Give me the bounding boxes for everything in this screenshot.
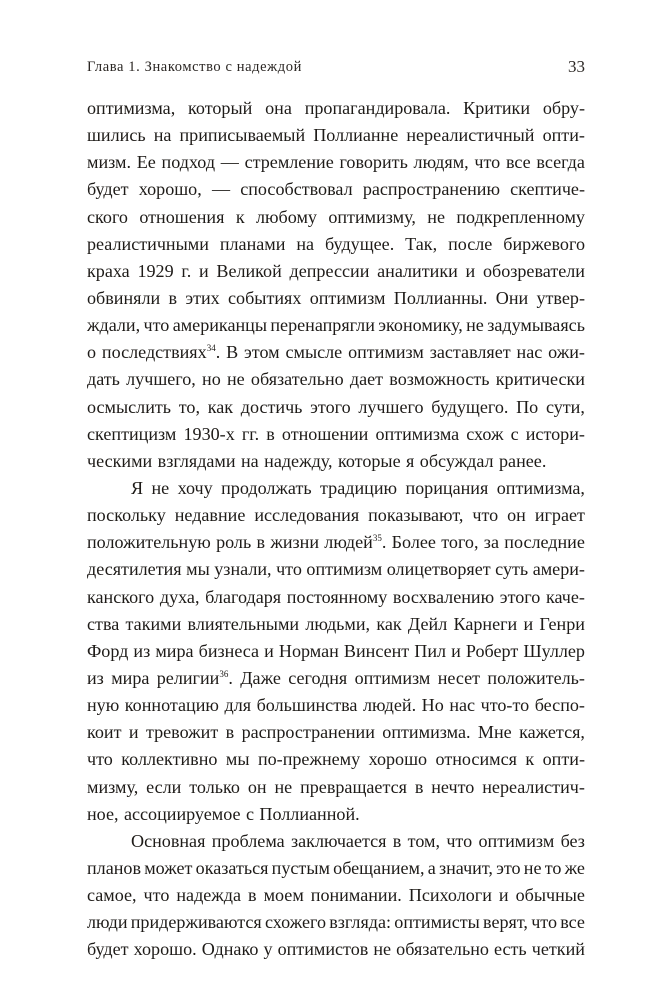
text-line: ждали, что американцы перенапрягли экономику, не задумываясь bbox=[87, 315, 585, 336]
text-line: ского отношения к любому оптимизму, не подкрепленному bbox=[87, 206, 585, 227]
footnote-ref: 34 bbox=[206, 343, 216, 354]
text-line: ную коннотацию для большинства людей. Но нас что-то беспо- bbox=[87, 695, 585, 716]
running-title: Глава 1. Знакомство с надеждой bbox=[87, 59, 302, 75]
body-text bbox=[87, 95, 585, 964]
text-line: шились на приписываемый Поллианне нереалистичный опти- bbox=[87, 125, 585, 146]
text-line: обвиняли в этих событиях оптимизм Поллианны. Они утвер- bbox=[87, 287, 585, 308]
text-line: Форд из мира бизнеса и Норман Винсент Пил и Роберт Шуллер bbox=[87, 640, 585, 661]
text-line: положительную роль в жизни людей$^{35}$. Более того, за последние bbox=[87, 532, 585, 553]
text-line: дать лучшего, но не обязательно дает возможность критически bbox=[87, 369, 585, 390]
text-line: краха 1929 г. и Великой депрессии аналитики и обозреватели bbox=[87, 260, 585, 281]
page-number: 33 bbox=[568, 57, 585, 76]
text-line: поскольку недавние исследования показывают, что он играет bbox=[87, 505, 585, 526]
text-line: канского духа, благодаря постоянному восхвалению этого каче- bbox=[87, 586, 585, 607]
text-line: коит и тревожит в распространении оптимизма. Мне кажется, bbox=[87, 722, 585, 743]
text-line: осмыслить то, как достичь этого лучшего будущего. По сути, bbox=[87, 396, 585, 417]
text-line: самое, что надежда в моем понимании. Психологи и обычные bbox=[87, 885, 585, 906]
text-line: реалистичными планами на будущее. Так, после биржевого bbox=[87, 233, 585, 254]
text-line: планов может оказаться пустым обещанием, а значит, это не то же bbox=[87, 857, 585, 878]
text-line: Основная проблема заключается в том, что оптимизм без bbox=[131, 830, 585, 851]
text-line: оптимизма, который она пропагандировала. Критики обру- bbox=[87, 98, 585, 118]
footnote-ref: 35 bbox=[372, 533, 382, 544]
text-line: Я не хочу продолжать традицию порицания оптимизма, bbox=[131, 477, 585, 498]
text-line: о последствиях$^{34}$. В этом смысле оптимизм заставляет нас ожи- bbox=[87, 342, 585, 363]
text-line: мизм. Ее подход — стремление говорить людям, что все всегда bbox=[87, 152, 585, 173]
text-line: ства такими влиятельными людьми, как Дейл Карнеги и Генри bbox=[87, 613, 585, 634]
text-line: ное, ассоциируемое с Поллианной. bbox=[87, 803, 360, 824]
text-line: десятилетия мы узнали, что оптимизм олицетворяет суть амери- bbox=[87, 559, 585, 580]
text-line: ческими взглядами на надежду, которые я обсуждал ранее. bbox=[87, 450, 547, 471]
text-line: люди придерживаются схожего взгляда: оптимисты верят, что все bbox=[87, 912, 585, 933]
text-line: скептицизм 1930-х гг. в отношении оптимизма схож с истори- bbox=[87, 423, 585, 444]
text-line: будет хорошо, — способствовал распространению скептиче- bbox=[87, 179, 585, 200]
text-line: из мира религии$^{36}$. Даже сегодня оптимизм несет положитель- bbox=[87, 667, 585, 688]
text-line: будет хорошо. Однако у оптимистов не обязательно есть четкий bbox=[87, 939, 585, 960]
text-line: мизму, если только он не превращается в нечто нереалистич- bbox=[87, 776, 585, 797]
text-line: что коллективно мы по-прежнему хорошо относимся к опти- bbox=[87, 749, 585, 770]
footnote-ref: 36 bbox=[219, 668, 229, 679]
running-head bbox=[87, 59, 585, 79]
